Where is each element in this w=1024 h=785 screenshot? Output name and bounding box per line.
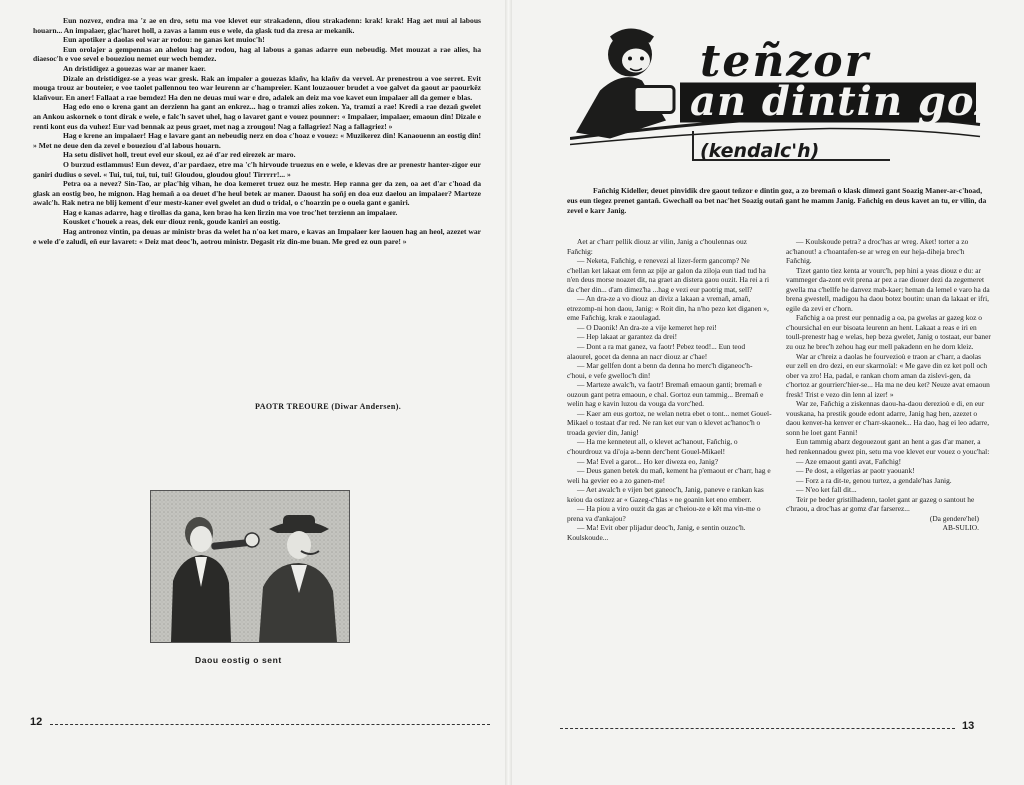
column-paragraph: — Marteze awalc'h, va faotr! Bremañ emaoun ganti; bremañ e ouzoun gant petra emaoun, e chal. Gortoz eun tammig... Bremañ e welin hag e kavin luzou da vouga da vorc'hed.: [567, 380, 764, 409]
column-paragraph: — Aze emaout ganti avat, Fañchig!: [796, 456, 902, 466]
column-paragraph: — Hep lakaat ar garantez da drei!: [577, 332, 678, 342]
column-paragraph: — Dont a ra mat ganez, va faotr! Pebez teod!... Eun teod alaourel, gocet da denna an nacr diouz ar c'hae!: [567, 342, 746, 361]
story-paragraph: Kousket c'houek a reas, dek eur diouz renk, goude kaniri an eostig.: [63, 217, 281, 227]
photo-two-men: [150, 490, 350, 643]
photo-caption: Daou eostig o sent: [195, 655, 282, 665]
text-column-right: [786, 237, 991, 533]
subtitle: (kendalc'h): [700, 140, 820, 162]
text-column-left: [567, 237, 772, 543]
story-paragraph: Hag e krene an impalaer! Hag e lavare gant an nebeudig nerz en doa c'hoaz e vouez: « Muzikerez din! Kanaouenn an eostig din! » Met ne deue den da zevel e boueziou d'al labous houarn.: [33, 131, 481, 150]
page-number: 12: [30, 716, 43, 728]
column-paragraph: — Kaer am eus gortoz, ne welan netra ebet o tont... nemet Gouel-Mikael o tostaat d'ar red. Ne ran ket eur van o klevet ac'hanoc'h o troada gevier din, Janig!: [567, 408, 772, 437]
story-paragraph: O burzud estlammus! Eun devez, d'ar pardaez, etre ma 'c'h hirvoude truezus en e wele, e klevas dre ar prenestr hanter-zigor eur ganiri dudius o sevel. « Tui, tui, tui, tui, tui! Gloudou, gloudou glou! Tirrrrr!... »: [33, 159, 481, 179]
story-paragraph: Ha setu dislivet holl, treut evel eur skoul, ez aé d'ar red eirezek ar maro.: [63, 150, 296, 160]
column-paragraph: — Pe dost, a eilgerias ar paotr yaouank!: [796, 466, 915, 476]
story-paragraph: Eun nozvez, endra ma 'z ae en dro, setu ma voe klevet eur strakadenn, diou strakadenn: krak! krak! Hag aet mui al labous houarn... An impalaer, glac'haret holl, a zavas a lamm eus e wele, da glask tud da zresa ar mekanik.: [33, 16, 481, 35]
story-paragraph: Hag antronoz vintin, pa deuas ar ministr bras da welet ha n'oa ket maro, e kavas an Impalaer ker laouen hag an heol, azezet war e wele d'e zaludi, eñ eur lavaret: « Deiz mat deoc'h, aotrou ministr. Degasit riz din-me buan. Me gred ez oun pare! »: [33, 227, 481, 246]
story-paragraph: Dizale an dristidigez-se a yeas war gresk. Rak an impaler a gouezas klañv, ha klañv da vervel. Ar prenestrou a voe serret. Evit mouga trouz ar bouteier, e voe taolet pallennou teo war leurenn ar c'hampreier. Kant louzaouer brudet a voe galvet da gaout ar paourkêz klañvour. En aner! Fallaat a rae bemdez! Ha den ne deuas mui war e dro, adalek an deiz ma voe kavet eun impalaer all da gemer e blas.: [33, 73, 481, 102]
story-paragraph: Hag edo eno o krena gant an derzienn ha gant an enkrez... hag o tramzi alies zoken. Ya, tramzi a rae! Kredi a rae dezañ gwelet an Ankou askornek o tont dirak e wele, e falc'h savet uhel, hag o lavaret gant e vouez pounner: « Impalaer, impalaer, emaoun din! Dizale e renti kont eus da vuhez! Eur vad bennak az peus graet, met nag a zrougou! Nag a fallagriez! Nag a fallagriez! »: [33, 102, 481, 131]
footer-rule: [50, 724, 490, 725]
column-paragraph: Eun tammig abarz degouezout gant an hent a gas d'ar maner, a hed renkennadou gwez pin, setu ma voe klevet eur vouez o youc'hal:: [786, 437, 990, 457]
title-line-1: teñzor: [700, 36, 870, 87]
column-paragraph: — Deus ganen betek du mañ, kement ha p'emaout er c'harr, hag e weli ha gevier eo a zo ganen-me!: [567, 466, 771, 485]
footer-rule: [560, 728, 955, 729]
column-paragraph: War ar c'hreiz a daolas he fourvezioù e traon ar c'harr, a daolas eur zell en dro dezi, en eur skarmoïal: « Me gave din ez ket poll och ober va zro! Ha, padal, e rankan chom aman da zislevi-gen, da c'hortoz ar gourrierc'hier-se... Ha ma ne deu ket? Neuze avat emaoun fresk! Trist e vezo din lenn al izer! »: [786, 351, 990, 399]
column-paragraph: Aet ar c'harr pellik diouz ar vilin, Janig a c'houlennas ouz Fañchig:: [567, 237, 747, 256]
column-paragraph: — Mar gellfen dont a benn da denna ho merc'h diganeoc'h-c'houi, e vefe gwelloc'h din!: [567, 361, 753, 380]
column-paragraph: — An dra-ze a vo diouz an diviz a lakaan a vremañ, amañ, etrezomp-ni hon daou, Janig: « Roit din, ha n'ho pezo ket diganen », eme Fañchig, krak e zaoulagad.: [567, 294, 769, 323]
story-paragraph: Eun apotiker a daolas eol war ar rodou: ne ganas ket muioc'h!: [63, 35, 265, 45]
photo-illustration: [151, 491, 349, 642]
column-paragraph: — Neketa, Fañchig, e renevezi al lizer-ferm gancomp? Ne c'hellan ket lakaat em fenn az pije ar galon da ziloja eun tiad tud ha n'en deus morse noazet dit, na graet an distera gaou ouzit. Ha rei a ri da c'her din... d'am dimez'ha ...hag e vezi eur paotrig mat, sell?: [567, 256, 770, 294]
column-paragraph: — Ha piou a viro ouzit da gas ar c'heiou-ze e kêt ma vin-me o prena va d'ankajou?: [567, 504, 761, 523]
story-paragraph: Hag e kanas adarre, hag e tirollas da gana, ken brao ha ken lirzin ma voe troc'het terzienn an impalaer.: [63, 207, 398, 217]
author-credit: PAOTR TREOURE (Diwar Andersen).: [255, 402, 402, 411]
column-paragraph: — Ha me kenneteut all, o klevet ac'hanout, Fañchig, o c'hourdrouz va di'oja a-benn derc'hent Gouel-Mikael!: [567, 437, 738, 457]
intro-summary: [567, 186, 987, 215]
left-page: [0, 0, 505, 785]
column-paragraph: — Forz a ra dit-te, genou turtez, a gendale'has Janig.: [796, 475, 952, 485]
story-paragraph: An dristidigez a gouezas war ar maner kaer.: [63, 63, 206, 73]
signature: AB-SULIO.: [942, 523, 979, 533]
column-paragraph: — Aet awalc'h e vijen bet ganeoc'h, Janig, paneve e rankan kas keiou da ostizez ar « Gazeg-c'hlas » ne goanin ket eno emberr.: [567, 485, 764, 504]
column-paragraph: — O Daonik! An dra-ze a vije kemeret hep rei!: [577, 322, 717, 332]
column-paragraph: Teir pe beder gristilhadenn, taolet gant ar gazeg o santout he c'hraou, a droc'has ar gomz d'ar farserez...: [786, 494, 975, 514]
column-paragraph: — N'eo ket fall dit...: [796, 485, 857, 495]
column-paragraph: Fañchig a oa prest eur pennadig a oa, pa gwelas ar gazeg koz o c'hoursichal en eur bisoata leurenn an hent. Lakaat a reas e iri en toull-prenestr hag e welas, hep beza gwelet, Janig o tostaat, eur baner zu ouz he brec'h zehou hag eur mell pakadenn en he dorn kleiz.: [786, 313, 991, 352]
page-gutter: [505, 0, 512, 785]
intro-paragraph: Fañchig Kideller, deuet pinvidik dre gaout teñzor e dintin goz, a zo bremañ o klask dimezi gant Soazig Maner-ar-c'hoad, eus eun tiegez prenet gantañ. Gwechall oa bet nac'het Soazig outañ gant he mamm Janig. Fañchig en deus kavet an tu, er vilin, da zevel e karr Janig.: [567, 186, 987, 215]
column-paragraph: — Koulskoude petra? a droc'has ar wreg. Aket! torter a zo ac'hanout! a c'hoantafen-se ar wreg en eur heja-diheja brec'h Fañchig.: [786, 237, 969, 266]
story-paragraph: Petra oa a nevez? Sin-Tao, ar plac'hig vihan, he doa kemeret truez ouz he mestr. Hep ranna ger da zen, oa aet d'ar c'hoad da glask an eostig beo, he mignon. Hag hemañ a oa deuet d'he heul betek ar maner. Daoust ha soñj en doa euz daelou an impalaer? Marteze awalc'h. Rak netra ne blij kement d'eur mestr-kaner evel gwelet an dud o tridal, o c'hoarzin pe o ouela gant e ganiri.: [33, 179, 481, 208]
title-line-2: an dintin goz: [690, 78, 999, 125]
column-paragraph: — Ma! Evel a garot... Ho ker diweza eo, Janig?: [577, 456, 718, 466]
column-paragraph: — Ma! Evit ober plijadur deoc'h, Janig, e sentin ouzoc'h. Koulskoude...: [567, 523, 746, 542]
column-paragraph: War ze, Fañchig a ziskennas daou-ha-daou derezioù e di, en eur vouskana, ha prestik goude edont adarre, Janig hag hen, azezet o daou kenver-ha kenver er c'harr-skaonek... Ha dao, hag ei leo adarre, sonn he loet gant Fanni!: [786, 399, 990, 437]
story-text: [33, 16, 481, 246]
story-paragraph: Eun orolajer a gempennas an ahelou hag ar rodou, hag al labous a ganas adarre eun nebeudig. Met mouzat a rae alies, ha diaesoc'h e voe sevel e boueziou nemet eur wech bemdez.: [33, 44, 481, 64]
column-paragraph: Tizet ganto tiez kenta ar vourc'h, pep hini a yeas diouz e du: ar vammeger da-zont evit prena ar pez a rae diouer dezi da zegemeret gwella ma c'hellfe he danvez mab-kaer; heman da lemel e varo ha da brena gwestell, madigou ha daou botez boutin: unan da lakaat er ifri, egile da zevi er c'horn.: [786, 265, 990, 313]
page-number: 13: [962, 720, 975, 732]
continued-note: (Da gendere'hel): [929, 513, 979, 523]
